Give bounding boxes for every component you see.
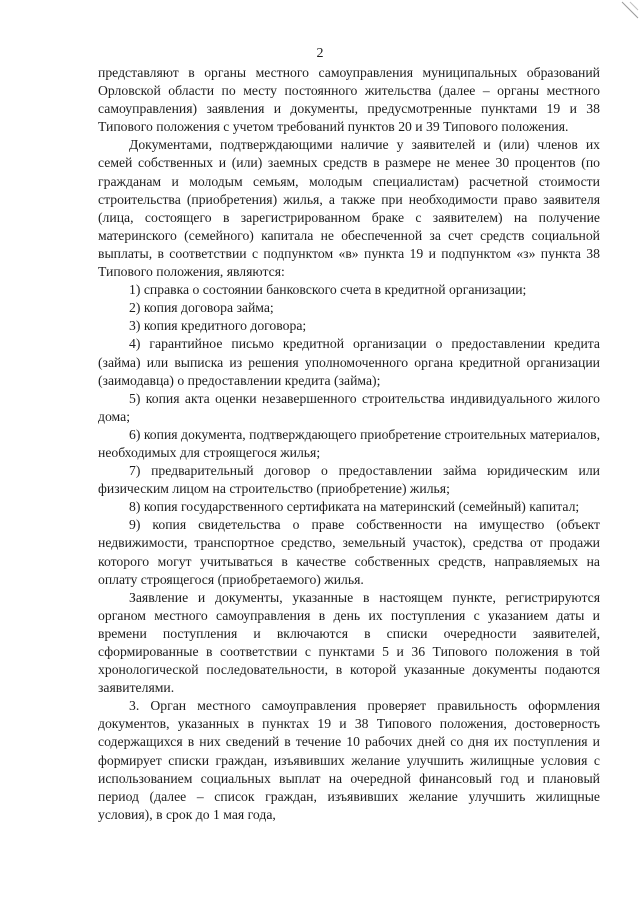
list-item: 2) копия договора займа; bbox=[129, 300, 274, 316]
list-item: 9) копия свидетельства о праве собственности на имущество (объект недвижимости, транспортное средство, земельный участок), средства от продажи которого могут учитываться в качестве собственных средств, направляемых на оплату строящегося (приобретаемого) жилья. bbox=[98, 517, 600, 587]
corner-mark bbox=[618, 0, 640, 22]
list-item: 6) копия документа, подтверждающего приобретение строительных материалов, необходимых для строящегося жилья; bbox=[98, 426, 600, 460]
list-item: 1) справка о состоянии банковского счета в кредитной организации; bbox=[129, 282, 527, 298]
list-item: 7) предварительный договор о предоставлении займа юридическим или физическим лицом на строительство (приобретение) жилья; bbox=[98, 463, 600, 497]
list-item: 8) копия государственного сертификата на материнский (семейный) капитал; bbox=[129, 499, 580, 515]
document-body bbox=[98, 64, 600, 824]
paragraph-intro: представляют в органы местного самоуправления муниципальных образований Орловской области по месту постоянного жительства (далее – органы местного самоуправления) заявления и документы, предусмотренные пунктами 19 и 38 Типового положения с учетом требований пунктов 20 и 39 Типового положения. bbox=[98, 65, 600, 135]
list-item: 5) копия акта оценки незавершенного строительства индивидуального жилого дома; bbox=[98, 390, 600, 424]
paragraph-registration: Заявление и документы, указанные в настоящем пункте, регистрируются органом местного самоуправления в день их поступления с указанием даты и времени поступления и включаются в списки очередности заявителей, сформированные в соответствии с пунктами 5 и 36 Типового положения в той хронологической последовательности, в которой указанные документы подаются заявителями. bbox=[98, 589, 600, 696]
paragraph-documents: Документами, подтверждающими наличие у заявителей и (или) членов их семей собственных и (или) заемных средств в размере не менее 30 процентов (по гражданам и молодым семьям, молодым специалистам) расчетной стоимости строительства (приобретения) жилья, а также при необходимости право заявителя (лица, состоящего в зарегистрированном браке с заявителем) на получение материнского (семейного) капитала не обеспеченной за счет средств социальной выплаты, в соответствии с подпунктом «в» пункта 19 и подпунктом «з» пункта 38 Типового положения, являются: bbox=[98, 137, 600, 280]
paragraph-section-3: 3. Орган местного самоуправления проверяет правильность оформления документов, указанных в пунктах 19 и 38 Типового положения, достоверность содержащихся в них сведений в течение 10 рабочих дней со дня их поступления и формирует списки граждан, изъявивших желание улучшить жилищные условия с использованием социальных выплат на очередной финансовый год и плановый период (далее – список граждан, изъявивших желание улучшить жилищные условия), в срок до 1 мая года, bbox=[98, 698, 600, 822]
documents-list bbox=[98, 281, 600, 589]
list-item: 3) копия кредитного договора; bbox=[129, 318, 307, 334]
list-item: 4) гарантийное письмо кредитной организации о предоставлении кредита (займа) или выписка из решения уполномоченного органа кредитной организации (заимодавца) о предоставлении кредита (займа); bbox=[98, 336, 600, 388]
page-number: 2 bbox=[316, 46, 324, 61]
